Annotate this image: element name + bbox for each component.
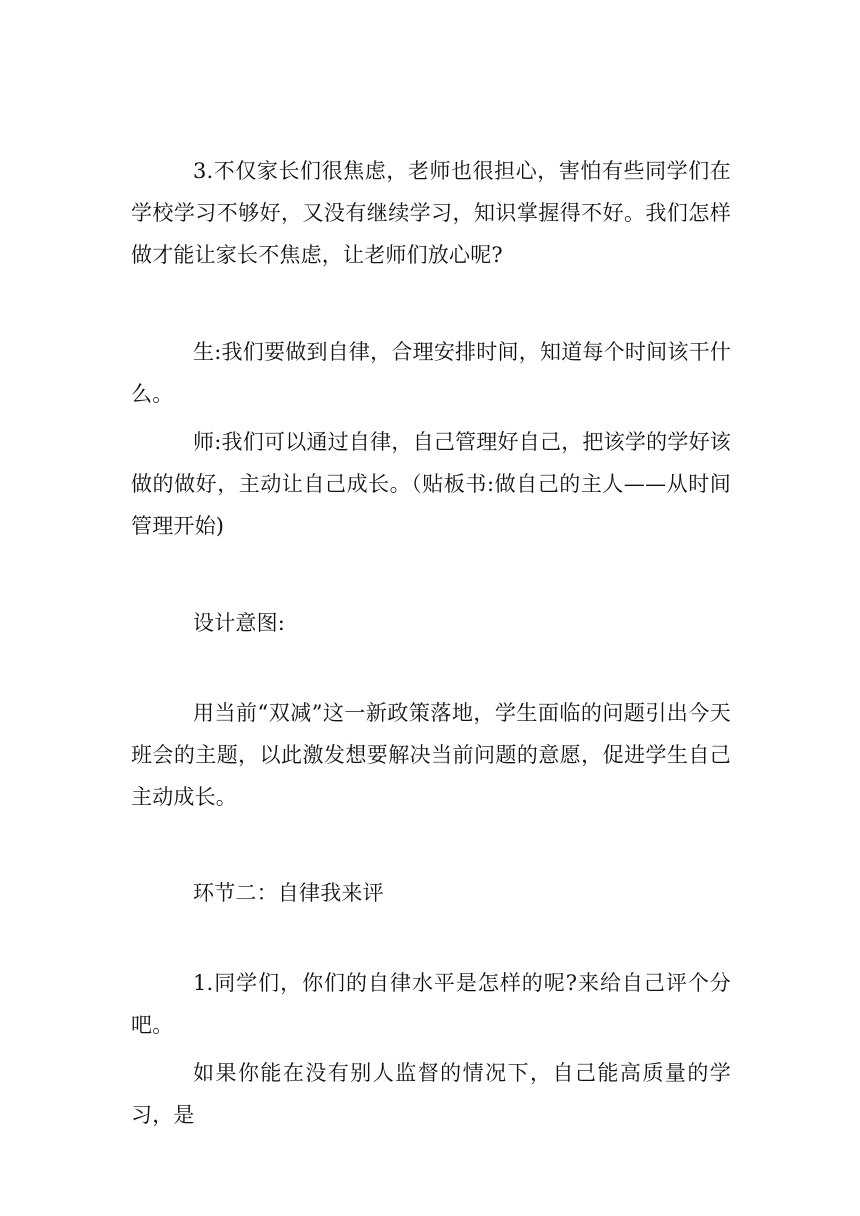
paragraph-question-1: 1.同学们，你们的自律水平是怎样的呢?来给自己评个分吧。 [131, 971, 731, 1037]
paragraph-student-answer: 生:我们要做到自律，合理安排时间，知道每个时间该干什么。 [131, 340, 731, 406]
paragraph-design-intent-heading: 设计意图: [193, 611, 286, 635]
section-heading-step-two: 环节二：自律我来评 [193, 881, 384, 905]
paragraph-design-intent-body: 用当前“双减”这一新政策落地，学生面临的问题引出今天班会的主题，以此激发想要解决当前问题的意愿，促进学生自己主动成长。 [131, 701, 731, 809]
paragraph-question-3: 3.不仅家长们很焦虑，老师也很担心，害怕有些同学们在学校学习不够好，又没有继续学习，知识掌握得不好。我们怎样做才能让家长不焦虑，让老师们放心呢? [131, 159, 731, 267]
paragraph-self-evaluation: 如果你能在没有别人监督的情况下，自己能高质量的学习，是 [131, 1061, 731, 1127]
paragraph-teacher-answer: 师:我们可以通过自律，自己管理好自己，把该学的学好该做的做好，主动让自己成长。（贴板书:做自己的主人——从时间管理开始) [131, 430, 731, 538]
